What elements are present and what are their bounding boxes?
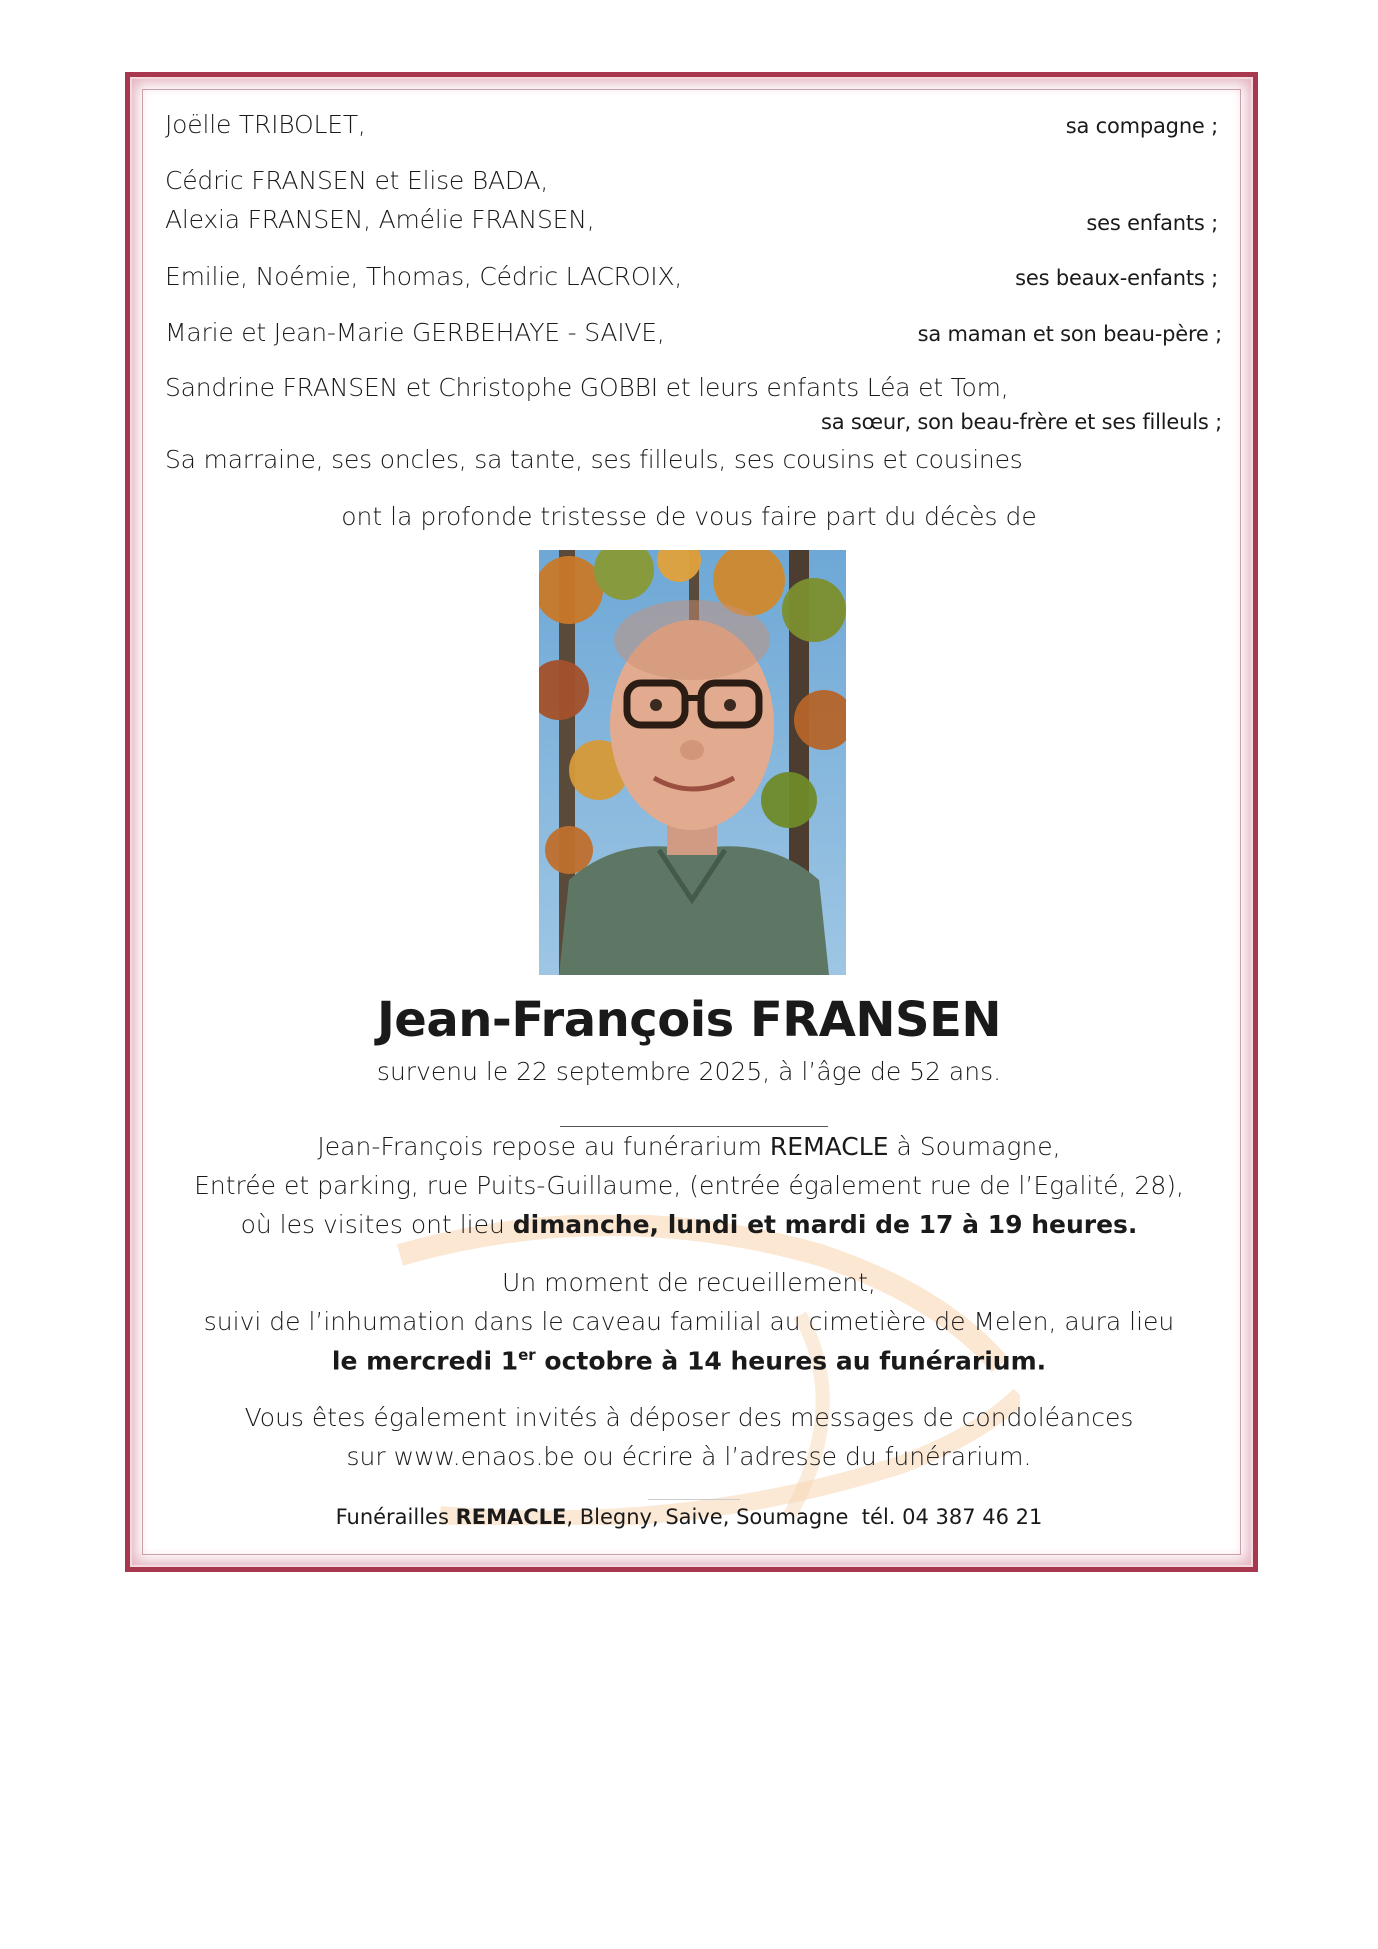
announcement-text: ont la profonde tristesse de vous faire part du décès de — [341, 502, 1037, 531]
family-role: sa sœur, son beau-frère et ses filleuls ; — [821, 410, 1222, 434]
family-name: Emilie, Noémie, Thomas, Cédric LACROIX, — [165, 262, 683, 291]
family-role: ses enfants ; — [1086, 211, 1218, 235]
condolences-line-2: sur www.enaos.be ou écrire à l’adresse du funérarium. — [346, 1442, 1032, 1471]
footer-separator — [648, 1499, 740, 1500]
family-role: ses beaux-enfants ; — [1015, 266, 1218, 290]
visit-text: Jean-François repose au funérarium — [317, 1132, 770, 1161]
visit-line-3 — [0, 1210, 1378, 1239]
separator-line — [560, 1126, 828, 1127]
family-name: Cédric FRANSEN et Elise BADA, — [165, 166, 549, 195]
family-name: Sandrine FRANSEN et Christophe GOBBI et leurs enfants Léa et Tom, — [165, 373, 1009, 402]
ceremony-line-2: suivi de l’inhumation dans le caveau familial au cimetière de Melen, aura lieu — [203, 1307, 1175, 1336]
footer — [0, 1505, 1378, 1529]
ceremony-line-3 — [0, 1346, 1378, 1375]
visit-hours: dimanche, lundi et mardi de 17 à 19 heures. — [512, 1210, 1138, 1239]
family-name: Joëlle TRIBOLET, — [165, 110, 366, 139]
ceremony-date: le mercredi 1 — [331, 1346, 519, 1376]
visit-text: où les visites ont lieu — [240, 1210, 513, 1239]
deceased-name: Jean-François FRANSEN — [376, 992, 1002, 1048]
footer-contact: , Blegny, Saive, Soumagne tél. 04 387 46 21 — [566, 1505, 1043, 1529]
footer-company: REMACLE — [455, 1505, 567, 1529]
footer-text: Funérailles — [335, 1505, 456, 1529]
ceremony-line-1: Un moment de recueillement, — [502, 1268, 876, 1297]
condolences-line-1: Vous êtes également invités à déposer des messages de condoléances — [244, 1403, 1134, 1432]
visit-line-1 — [0, 1132, 1378, 1161]
family-name: Marie et Jean-Marie GERBEHAYE - SAIVE, — [165, 318, 665, 347]
family-role: sa compagne ; — [1065, 114, 1218, 138]
family-name: Sa marraine, ses oncles, sa tante, ses filleuls, ses cousins et cousines — [165, 445, 1023, 474]
family-role: sa maman et son beau-père ; — [917, 322, 1222, 346]
funeral-home-name: REMACLE — [769, 1132, 889, 1161]
ceremony-date-sup: er — [518, 1346, 536, 1364]
family-name: Alexia FRANSEN, Amélie FRANSEN, — [165, 205, 595, 234]
visit-line-2: Entrée et parking, rue Puits-Guillaume, (entrée également rue de l’Egalité, 28), — [194, 1171, 1184, 1200]
deceased-subtitle: survenu le 22 septembre 2025, à l’âge de 52 ans. — [376, 1057, 1002, 1086]
visit-text: à Soumagne, — [888, 1132, 1061, 1161]
deceased-photo — [539, 550, 846, 975]
ceremony-time: octobre à 14 heures au funérarium. — [535, 1346, 1047, 1376]
